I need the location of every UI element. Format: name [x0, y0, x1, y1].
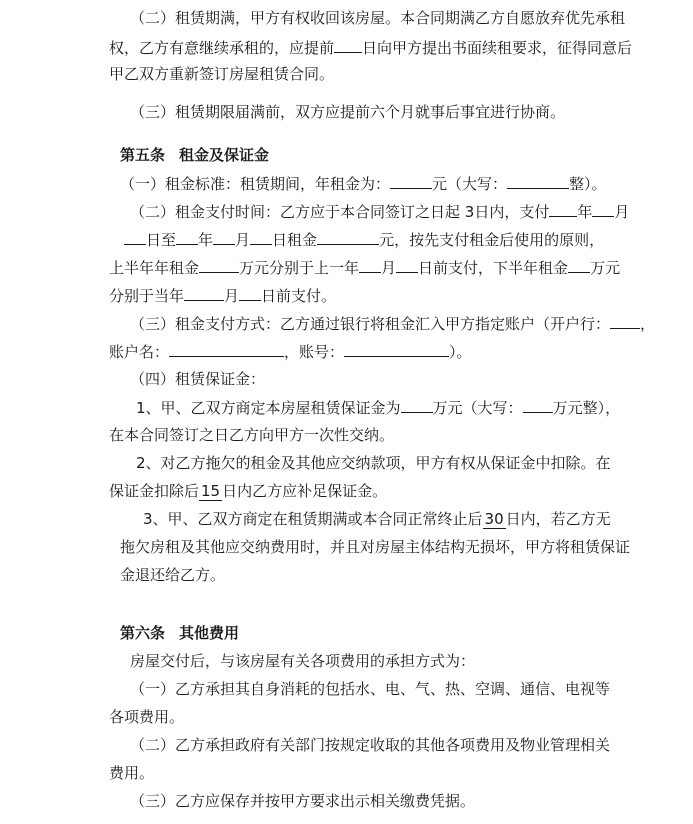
- a5-p2-text-a: （二）租金支付时间：乙方应于本合同签订之日起 3日内，支付: [130, 203, 550, 221]
- a5-p3-text-b: ，: [640, 315, 656, 333]
- article5-title: 租金及保证金: [179, 146, 270, 164]
- first-half-day-blank: [396, 257, 418, 273]
- a4-p2-line2-text-a: 权，乙方有意继续承租的，应提前: [109, 39, 335, 57]
- a5-p2-text-l: 日前支付，下半年租金: [418, 259, 569, 277]
- a5-p3-line1: [130, 313, 655, 333]
- a5-p1-text-c: 整）。: [569, 175, 607, 193]
- a6-p2-line2: 费用。: [109, 764, 155, 782]
- a5-p1: [120, 173, 607, 193]
- annual-rent-blank: [390, 173, 432, 189]
- refund-days-value: 30: [484, 510, 504, 528]
- a5-p2-line4: [109, 285, 336, 305]
- pay-month-blank: [592, 201, 614, 217]
- annual-rent-uppercase-blank: [507, 173, 569, 189]
- deposit-uppercase-blank: [523, 397, 553, 413]
- a5-p2-text-d: 日至: [146, 231, 177, 249]
- a5-p1-text-b: 元（大写：: [432, 175, 508, 193]
- a5-p2-text-n: 分别于当年: [109, 287, 185, 305]
- article5-heading: [120, 145, 269, 165]
- a5-p3-text-d: ，账号：: [284, 343, 345, 361]
- a5-p2-line3: [109, 257, 620, 277]
- second-half-day-blank: [239, 285, 261, 301]
- a5-p4-i2-text-d: 日内乙方应补足保证金。: [222, 482, 388, 500]
- a4-p2-line3: 甲乙双方重新签订房屋租赁合同。: [109, 65, 335, 83]
- pay-year-blank: [549, 201, 577, 217]
- a5-p2-text-k: 月: [381, 259, 397, 277]
- article5-num: 第五条: [120, 146, 166, 164]
- a6-intro: 房屋交付后，与该房屋有关各项费用的承担方式为：: [130, 652, 476, 670]
- a5-p2-text-e: 年: [198, 231, 214, 249]
- a5-p2-text-h: 元，按先支付租金后使用的原则，: [379, 231, 605, 249]
- a5-p3-text-c: 账户名：: [109, 343, 170, 361]
- a5-p4-item2-line1: 2、对乙方拖欠的租金及其他应交纳款项，甲方有权从保证金中扣除。在: [136, 454, 611, 472]
- a6-p1-line2: 各项费用。: [109, 708, 185, 726]
- a4-p2-line2: [109, 37, 632, 57]
- renewal-days-blank: [334, 37, 362, 53]
- a5-p3-line2: [109, 341, 472, 361]
- a5-p2-line2: [124, 229, 604, 249]
- a5-p3-text-a: （三）租金支付方式：乙方通过银行将租金汇入甲方指定账户（开户行：: [130, 315, 611, 333]
- first-half-month-blank: [359, 257, 381, 273]
- second-half-rent-blank: [568, 257, 590, 273]
- a5-p4-item1-line2: 在本合同签订之日乙方向甲方一次性交纳。: [109, 426, 395, 444]
- a5-p4-i2-text-b: 保证金扣除后: [109, 482, 200, 500]
- bank-name-blank: [610, 313, 640, 329]
- a5-p2-text-m: 万元: [590, 259, 621, 277]
- a5-p2-line1: [130, 201, 629, 221]
- a5-p1-text-a: （一）租金标准：租赁期间，年租金为：: [120, 175, 391, 193]
- a6-p2-line1: （二）乙方承担政府有关部门按规定收取的其他各项费用及物业管理相关: [130, 736, 611, 754]
- deposit-amount-blank: [401, 397, 433, 413]
- a5-p4-item1-line1: [136, 397, 620, 417]
- second-half-month-blank: [184, 285, 224, 301]
- a5-p2-text-p: 日前支付。: [261, 287, 337, 305]
- article6-num: 第六条: [120, 624, 166, 642]
- rent-amount-blank: [317, 229, 379, 245]
- a6-p3: （三）乙方应保存并按甲方要求出示相关缴费凭据。: [130, 792, 476, 810]
- to-month-blank: [213, 229, 235, 245]
- replenish-days-value: 15: [201, 482, 221, 500]
- a5-p3-text-e: ）。: [449, 343, 472, 361]
- a4-p3: （三）租赁期限届满前，双方应提前六个月就事后事宜进行协商。: [130, 103, 566, 121]
- a4-p2-line1: （二）租赁期满，甲方有权收回该房屋。本合同期满乙方自愿放弃优先承租: [130, 9, 626, 27]
- a5-p4-i1-text-b: 万元（大写：: [432, 399, 523, 417]
- a5-p4-i1-text-a: 1、甲、乙双方商定本房屋租赁保证金为: [136, 399, 401, 417]
- a5-p4-item2-line2: [109, 481, 387, 501]
- a5-p4-i1-text-c: 万元整），: [552, 399, 621, 417]
- first-half-rent-blank: [199, 257, 239, 273]
- a4-p2-line2-text-b: 日向甲方提出书面续租要求，征得同意后: [362, 39, 633, 57]
- a5-p4-item3-line3: 金退还给乙方。: [120, 566, 226, 584]
- a5-p4-title: （四）租赁保证金：: [130, 370, 266, 388]
- a5-p2-text-c: 月: [614, 203, 630, 221]
- a5-p2-text-i: 上半年年租金: [109, 259, 200, 277]
- to-day-blank: [250, 229, 272, 245]
- account-number-blank: [344, 341, 449, 357]
- a5-p4-i3-text-a: 3、甲、乙双方商定在租赁期满或本合同正常终止后: [143, 510, 483, 528]
- a5-p4-i3-text-c: 日内，若乙方无: [505, 510, 611, 528]
- article6-title: 其他费用: [179, 624, 240, 642]
- a5-p2-text-o: 月: [224, 287, 240, 305]
- a5-p2-text-f: 月: [235, 231, 251, 249]
- a5-p2-text-j: 万元分别于上一年: [239, 259, 360, 277]
- a6-p1-line1: （一）乙方承担其自身消耗的包括水、电、气、热、空调、通信、电视等: [130, 680, 611, 698]
- a5-p2-text-b: 年: [577, 203, 593, 221]
- a5-p4-item3-line2: 拖欠房租及其他应交纳费用时，并且对房屋主体结构无损坏，甲方将租赁保证: [120, 538, 631, 556]
- article6-heading: [120, 623, 239, 643]
- pay-day-blank: [124, 229, 146, 245]
- to-year-blank: [176, 229, 198, 245]
- account-name-blank: [169, 341, 284, 357]
- a5-p4-item3-line1: [143, 509, 611, 529]
- a5-p2-text-g: 日租金: [272, 231, 318, 249]
